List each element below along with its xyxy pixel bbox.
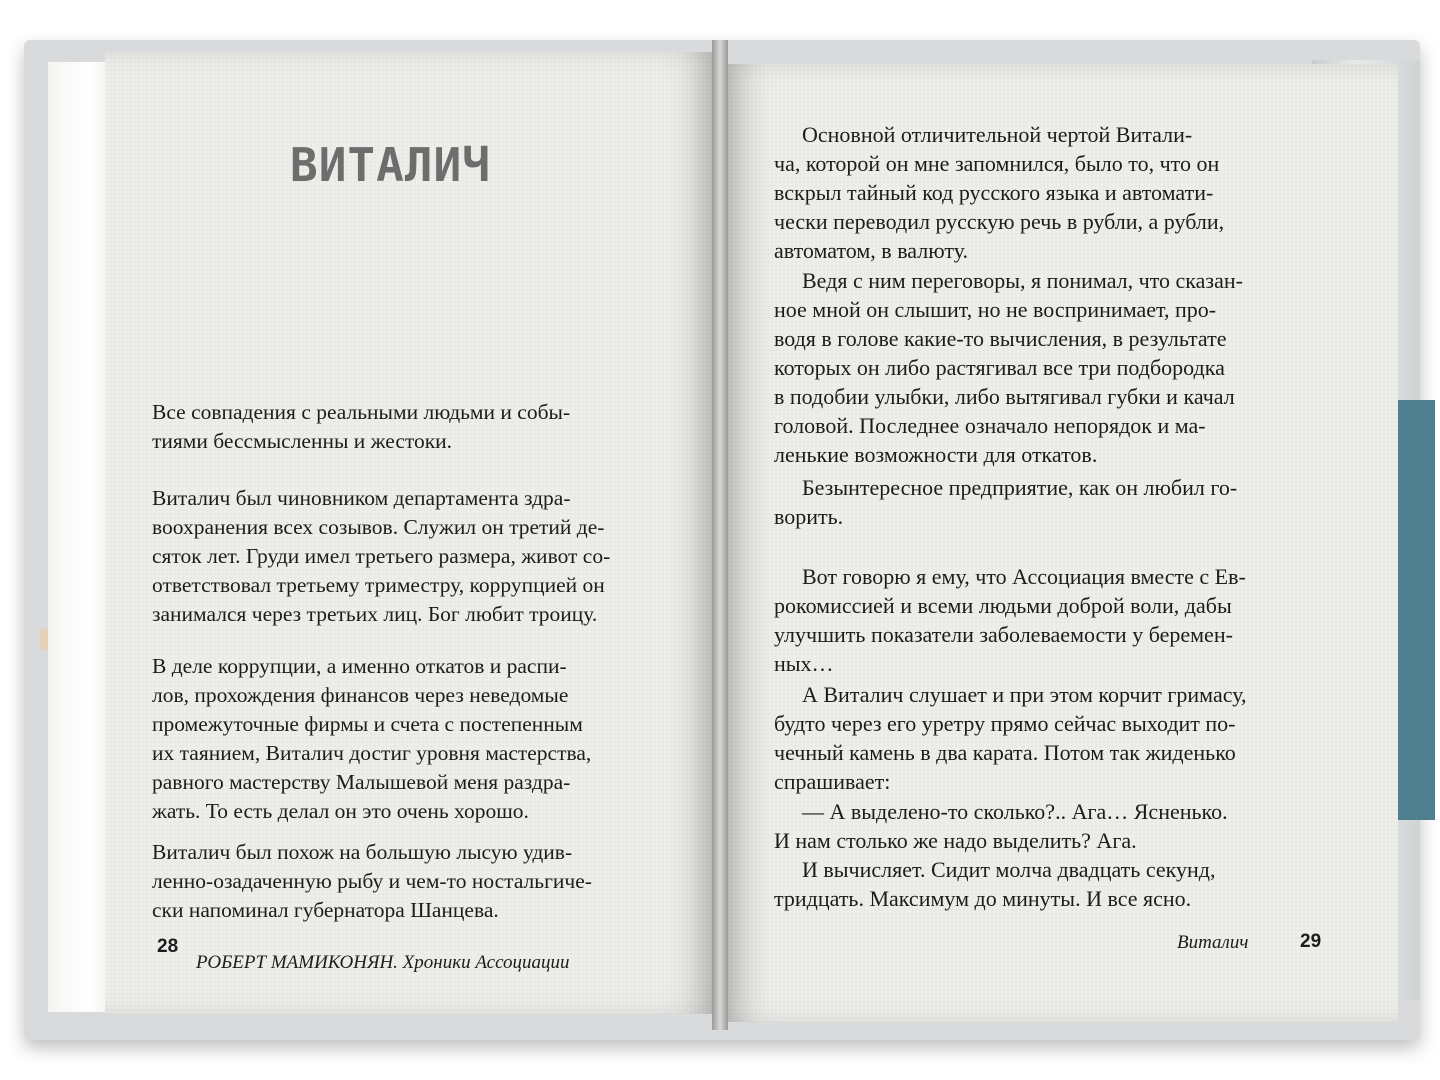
running-head-right: Виталич (1177, 932, 1249, 953)
paragraph: Безынтересное предприятие, как он любил го- ворить. (774, 475, 1238, 529)
chapter-title: ВИТАЛИЧ (290, 138, 491, 192)
paragraph: В деле коррупции, а именно откатов и распи- лов, прохождения финансов через неведомые промежуточные фирмы и счета с постепенным их таянием, Виталич достиг уровня мастерства, равного мастерству Малышевой меня раздра- жать. То есть делал он это очень хорошо. (152, 654, 592, 823)
paragraph: Все совпадения с реальными людьми и собы- тиями бессмысленны и жестоки. (152, 400, 571, 453)
paragraph: Вот говорю я ему, что Ассоциация вместе с Ев- рокомиссией и всеми людьми доброй воли, дабы улучшить показатели заболеваемости у беремен- ных… (774, 564, 1246, 676)
paragraph: Ведя с ним переговоры, я понимал, что сказан- ное мной он слышит, но не воспринимает, про- водя в голове какие-то вычисления, в результате которых он либо растягивал все три подбородка в подобии улыбки, либо вытягивал губки и качал головой. Последнее означало непорядок и ма- ленькие возможности для откатов. (774, 268, 1243, 467)
paragraph: А Виталич слушает и при этом корчит гримасу, будто через его уретру прямо сейчас выходит по- чечный камень в два карата. Потом так жиденько спрашивает: (774, 682, 1247, 794)
paragraph: — А выделено-то сколько?.. Ага… Ясненько. И нам столько же надо выделить? Ага. (774, 799, 1228, 853)
book-spine (712, 40, 728, 1030)
paragraph: Основной отличительной чертой Витали- ча, которой он мне запомнился, было то, что он вскрыл тайный код русского языка и автомати- чески переводил русскую речь в рубли, а рубли, автоматом, в валюту. (774, 122, 1225, 263)
bookmark-tab (40, 628, 48, 650)
running-head-left: РОБЕРТ МАМИКОНЯН. Хроники Ассоциации (196, 952, 570, 973)
cover-blue-stripe (1395, 400, 1435, 820)
page-number-right: 29 (1300, 931, 1322, 952)
paragraph: Виталич был чиновником департамента здра- воохранения всех созывов. Служил он третий де- сяток лет. Груди имел третьего размера, живот со- ответствовал третьему триместру, коррупцией он занимался через третьих лиц. Бог любит троицу. (152, 486, 611, 626)
paragraph: И вычисляет. Сидит молча двадцать секунд, тридцать. Максимум до минуты. И все ясно. (774, 857, 1216, 911)
page-number-left: 28 (157, 936, 179, 957)
paragraph: Виталич был похож на большую лысую удив- ленно-озадаченную рыбу и чем-то ностальгиче- ски напоминал губернатора Шанцева. (152, 840, 592, 922)
